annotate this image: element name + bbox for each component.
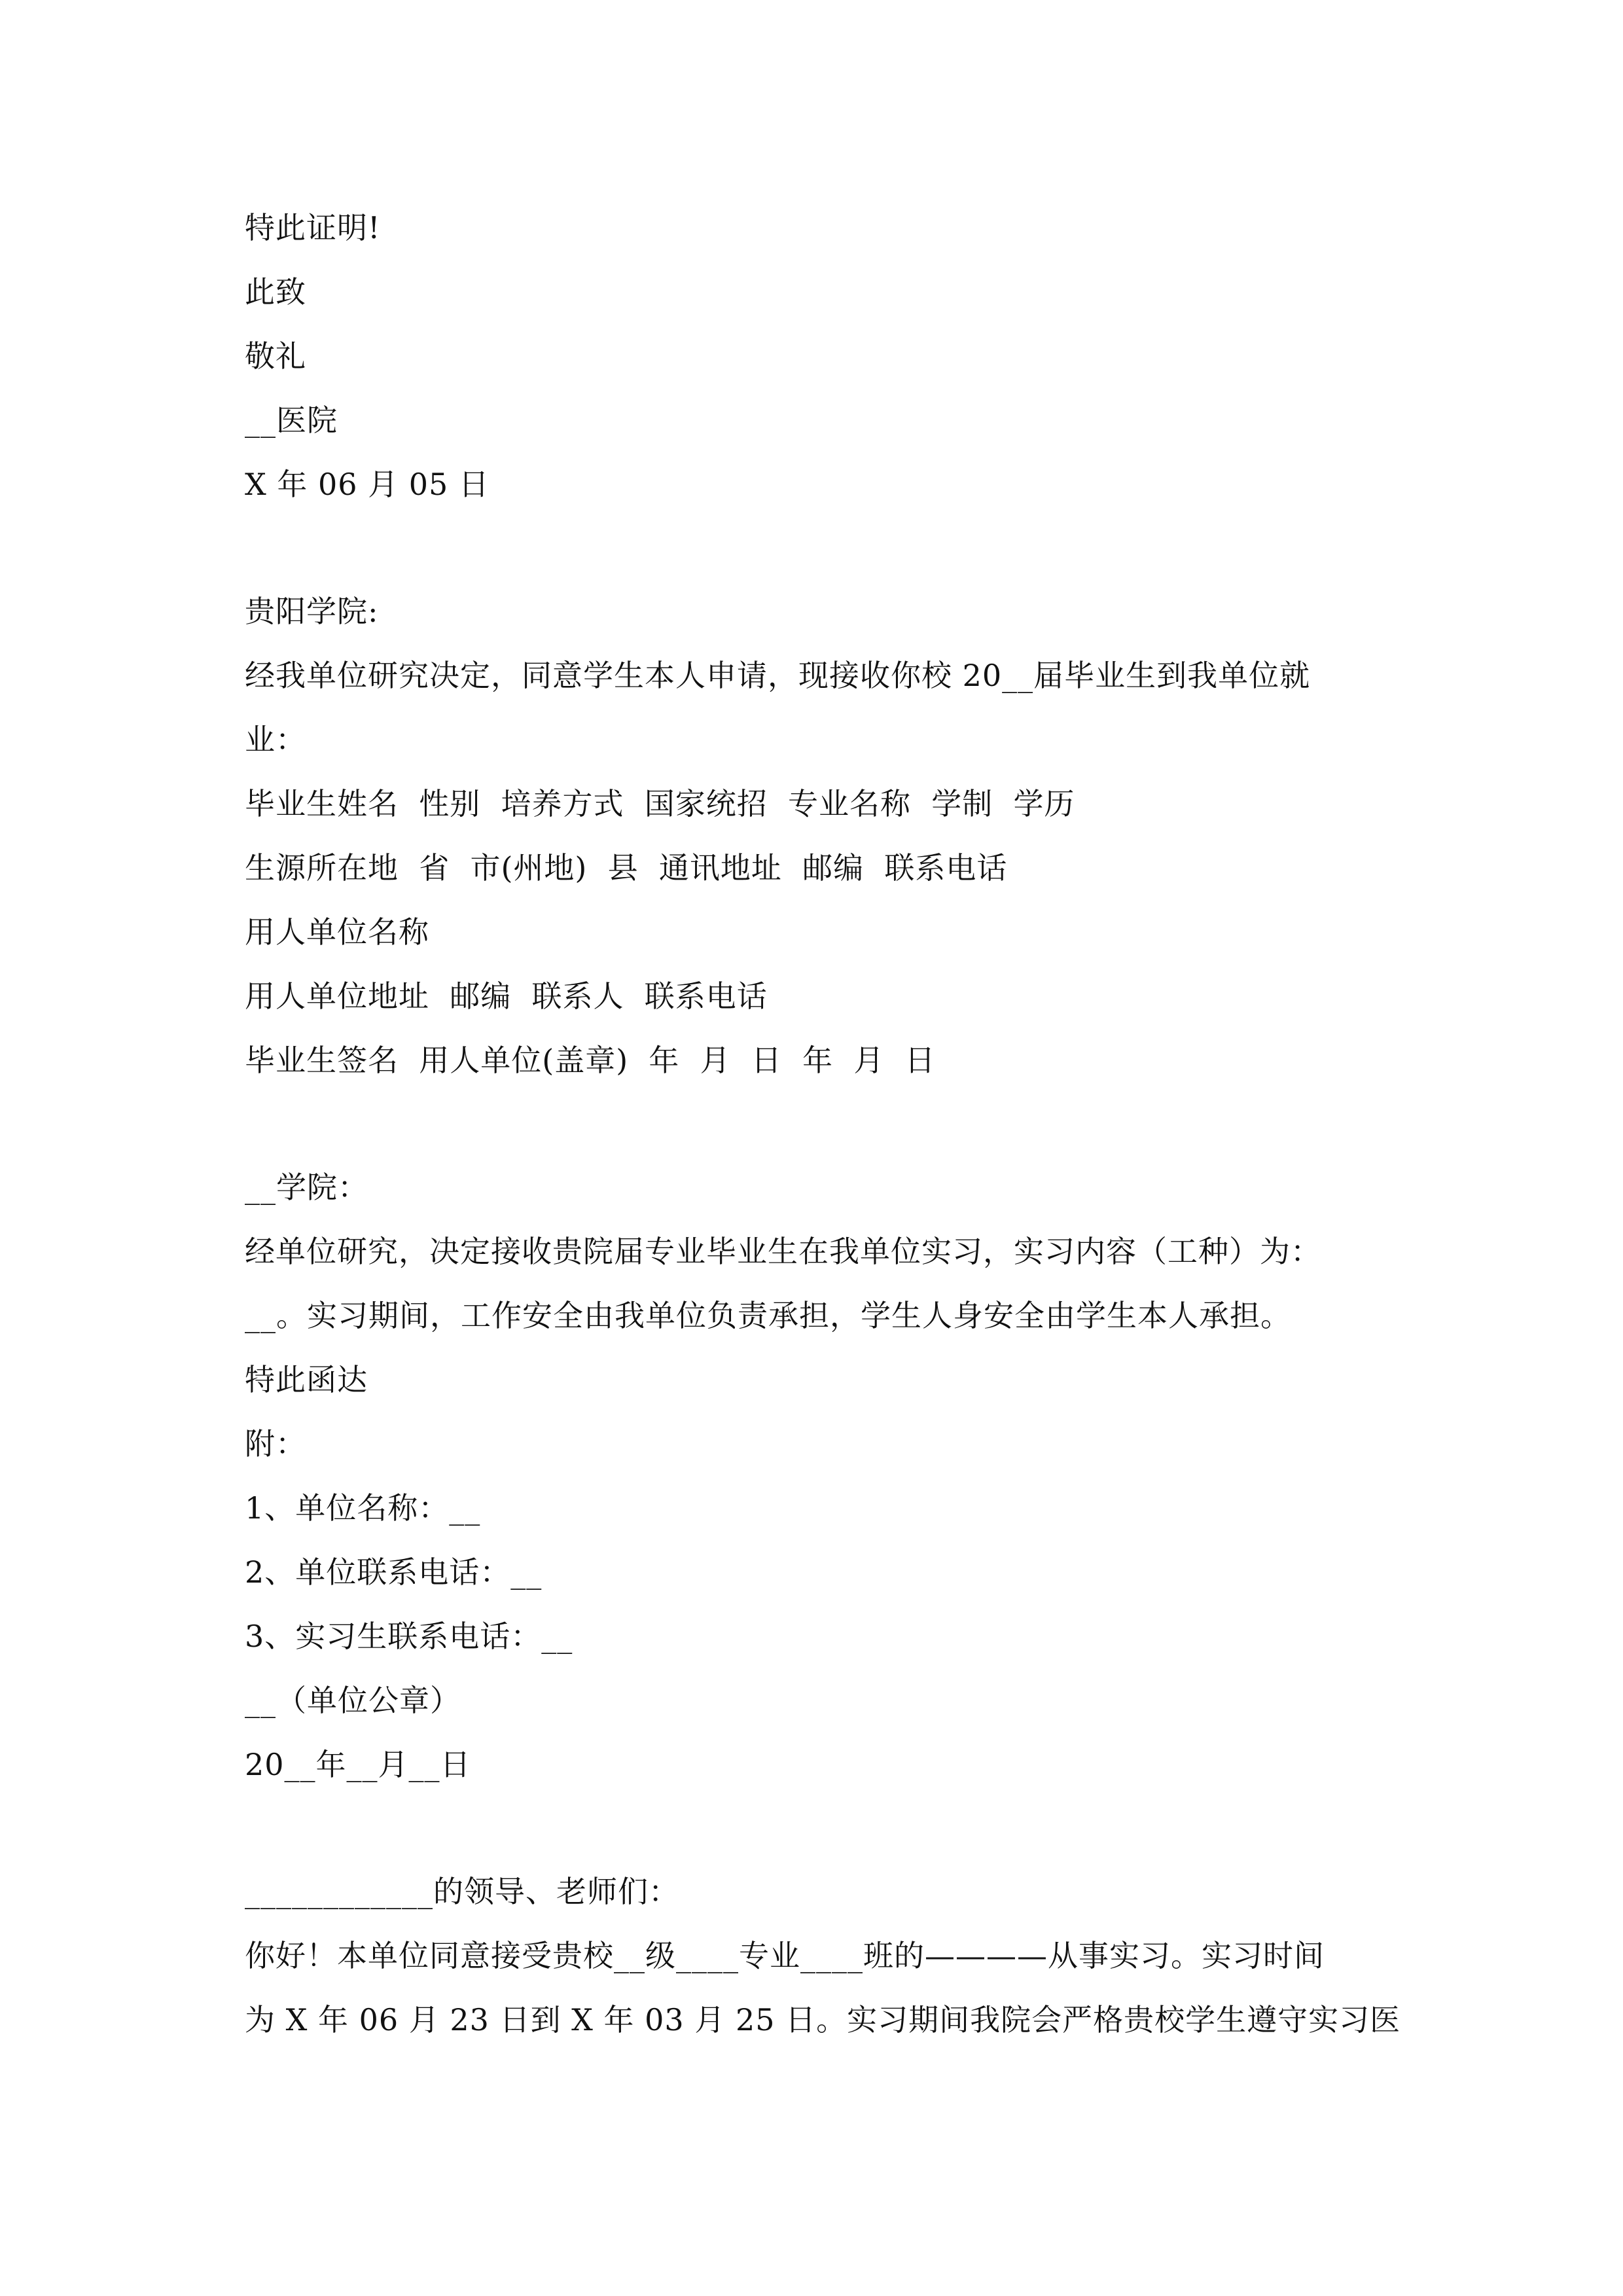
employment-body-line1: 经我单位研究决定，同意学生本人申请，现接收你校 20__届毕业生到我单位就 bbox=[245, 658, 1311, 693]
salutation-leaders-teachers: ____________的领导、老师们： bbox=[245, 1874, 679, 1909]
form-row-graduate-info: 毕业生姓名 性别 培养方式 国家统招 专业名称 学制 学历 bbox=[245, 786, 1075, 821]
letter-date-2: 20__年__月__日 bbox=[245, 1747, 471, 1782]
internship-body-line1: 经单位研究，决定接收贵院届专业毕业生在我单位实习，实习内容（工种）为： bbox=[245, 1234, 1321, 1269]
attachment-item-unit-phone: 2、单位联系电话：__ bbox=[245, 1554, 543, 1590]
closing-handa: 特此函达 bbox=[245, 1362, 368, 1397]
acceptance-body-line1: 你好！本单位同意接受贵校__级____专业____班的————从事实习。实习时间 bbox=[245, 1938, 1325, 1973]
attachment-heading: 附： bbox=[245, 1426, 306, 1462]
letter-date-1: X 年 06 月 05 日 bbox=[245, 467, 490, 502]
proof-statement: 特此证明! bbox=[245, 210, 381, 245]
salutation-college: __学院： bbox=[245, 1170, 368, 1205]
hospital-signature: __医院 bbox=[245, 403, 338, 438]
employment-body-line2: 业： bbox=[245, 722, 306, 757]
closing-jingli: 敬礼 bbox=[245, 338, 306, 374]
form-row-employer-name: 用人单位名称 bbox=[245, 914, 429, 950]
unit-seal: __（单位公章） bbox=[245, 1683, 461, 1718]
closing-cizhi: 此致 bbox=[245, 274, 306, 310]
acceptance-body-line2: 为 X 年 06 月 23 日到 X 年 03 月 25 日。实习期间我院会严格贵校学生遵守实习医 bbox=[245, 2002, 1401, 2037]
form-row-employer-address: 用人单位地址 邮编 联系人 联系电话 bbox=[245, 978, 768, 1014]
attachment-item-unit-name: 1、单位名称：__ bbox=[245, 1490, 481, 1526]
salutation-guiyang: 贵阳学院: bbox=[245, 594, 379, 629]
attachment-item-intern-phone: 3、实习生联系电话：__ bbox=[245, 1619, 573, 1654]
form-row-signatures: 毕业生签名 用人单位(盖章) 年 月 日 年 月 日 bbox=[245, 1043, 936, 1078]
form-row-origin-info: 生源所在地 省 市(州地) 县 通讯地址 邮编 联系电话 bbox=[245, 850, 1008, 886]
internship-body-line2: __。实习期间，工作安全由我单位负责承担，学生人身安全由学生本人承担。 bbox=[245, 1298, 1291, 1333]
